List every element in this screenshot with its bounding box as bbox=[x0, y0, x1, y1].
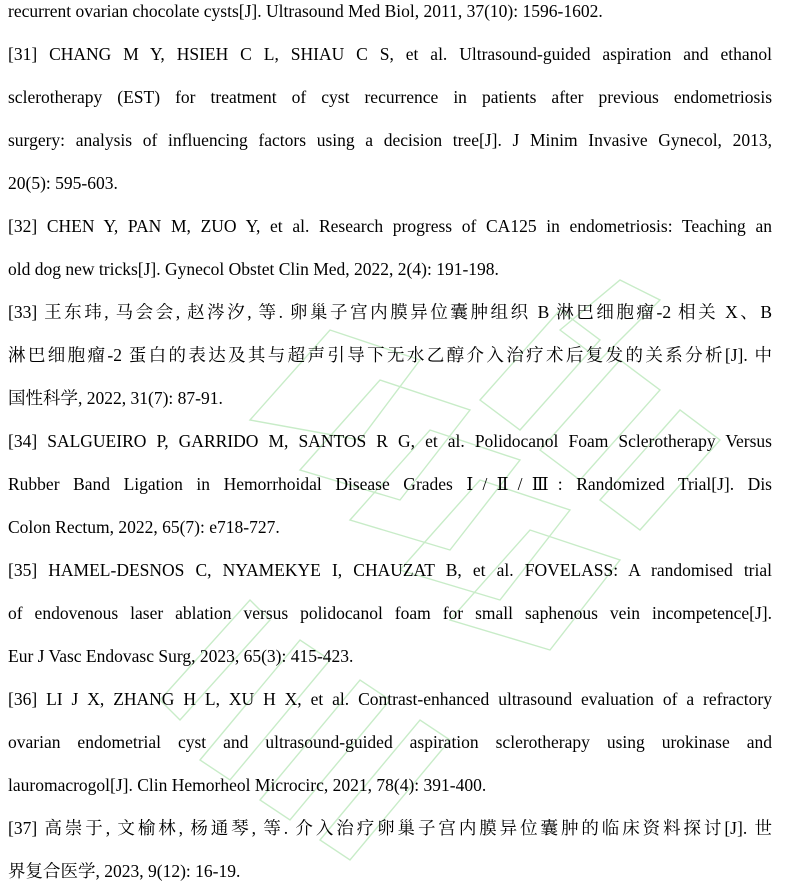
reference-entry bbox=[8, 291, 772, 420]
reference-line: surgery: analysis of influencing factors using a decision tree[J]. J Minim Invasive Gynecol, 2013, bbox=[8, 130, 772, 150]
reference-line: 界复合医学, 2023, 9(12): 16-19. bbox=[8, 861, 241, 881]
reference-line: [35] HAMEL-DESNOS C, NYAMEKYE I, CHAUZAT B, et al. FOVELASS: A randomised trial bbox=[8, 560, 772, 580]
reference-line: [32] CHEN Y, PAN M, ZUO Y, et al. Research progress of CA125 in endometriosis: Teaching an bbox=[8, 216, 772, 236]
reference-line: Rubber Band Ligation in Hemorrhoidal Disease Grades Ⅰ/Ⅱ/Ⅲ: Randomized Trial[J]. Dis bbox=[8, 474, 772, 494]
reference-entry bbox=[8, 549, 772, 678]
reference-line: recurrent ovarian chocolate cysts[J]. Ultrasound Med Biol, 2011, 37(10): 1596-1602. bbox=[8, 1, 603, 21]
reference-entry bbox=[8, 205, 772, 291]
reference-line: of endovenous laser ablation versus polidocanol foam for small saphenous vein incompetence[J]. bbox=[8, 603, 772, 623]
reference-entry bbox=[8, 33, 772, 205]
reference-line: [31] CHANG M Y, HSIEH C L, SHIAU C S, et al. Ultrasound-guided aspiration and ethanol bbox=[8, 44, 772, 64]
reference-entry bbox=[8, 807, 772, 893]
reference-line: 淋巴细胞瘤-2 蛋白的表达及其与超声引导下无水乙醇介入治疗术后复发的关系分析[J]. 中 bbox=[8, 345, 772, 365]
reference-line: ovarian endometrial cyst and ultrasound-guided aspiration sclerotherapy using urokinase and bbox=[8, 732, 772, 752]
reference-line: 国性科学, 2022, 31(7): 87-91. bbox=[8, 388, 223, 408]
reference-line: 20(5): 595-603. bbox=[8, 173, 118, 193]
reference-entry bbox=[8, 420, 772, 549]
reference-list bbox=[8, 0, 772, 893]
reference-line: Eur J Vasc Endovasc Surg, 2023, 65(3): 415-423. bbox=[8, 646, 354, 666]
reference-entry bbox=[8, 678, 772, 807]
reference-line: lauromacrogol[J]. Clin Hemorheol Microcirc, 2021, 78(4): 391-400. bbox=[8, 775, 487, 795]
reference-line: [36] LI J X, ZHANG H L, XU H X, et al. Contrast-enhanced ultrasound evaluation of a refractory bbox=[8, 689, 772, 709]
reference-line: old dog new tricks[J]. Gynecol Obstet Clin Med, 2022, 2(4): 191-198. bbox=[8, 259, 499, 279]
reference-entry bbox=[8, 0, 772, 33]
reference-line: [37] 高崇于, 文榆林, 杨通琴, 等. 介入治疗卵巢子宫内膜异位囊肿的临床资料探讨[J]. 世 bbox=[8, 818, 772, 838]
reference-line: [34] SALGUEIRO P, GARRIDO M, SANTOS R G, et al. Polidocanol Foam Sclerotherapy Versus bbox=[8, 431, 772, 451]
reference-line: sclerotherapy (EST) for treatment of cyst recurrence in patients after previous endometriosis bbox=[8, 87, 772, 107]
reference-line: [33] 王东玮, 马会会, 赵涔汐, 等. 卵巢子宫内膜异位囊肿组织 B 淋巴细胞瘤-2 相关 X、B bbox=[8, 302, 772, 322]
reference-line: Colon Rectum, 2022, 65(7): e718-727. bbox=[8, 517, 280, 537]
